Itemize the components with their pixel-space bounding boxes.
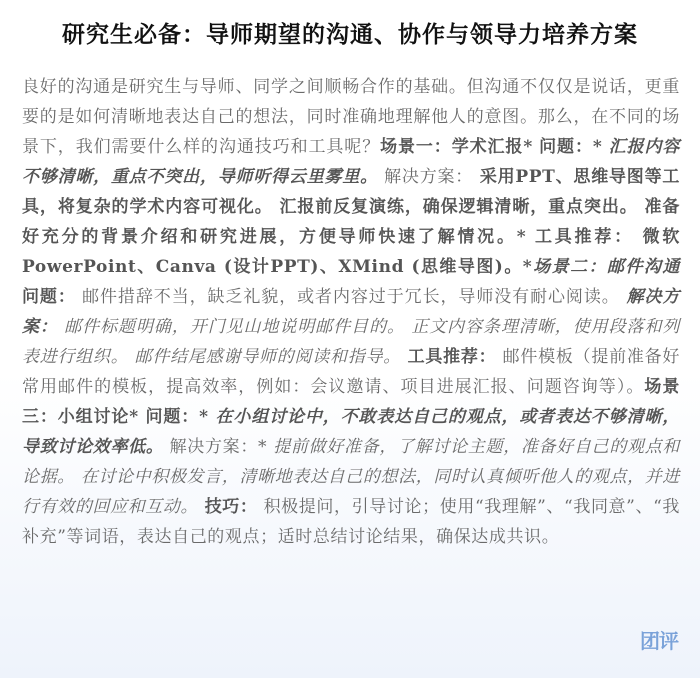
scene-one-solution-text: 采用PPT、思维导图等工具，将复杂的学术内容可视化。 汇报前反复演练，确保逻辑清晰，重点突出。 准备好充分的背景介绍和研究进展，方便导师快速了解情况。* 工具推荐： 微软PowerPoint、Canva (设计PPT)、XMind (思维导图)。*	[22, 167, 681, 277]
scene-one-solution-label: 解决方案：	[377, 167, 474, 187]
scene-three-solution-text: 提前做好准备，了解讨论主题，准备好自己的观点和论据。 在讨论中积极发言，清晰地表达自己的想法，同时认真倾听他人的观点，并进行有效的回应和互动。	[22, 437, 680, 517]
scene-one-problem-label: 问题：*	[539, 137, 603, 157]
scene-two-problem-text: 邮件措辞不当，缺乏礼貌，或者内容过于冗长，导师没有耐心阅读。	[75, 287, 620, 307]
scene-three-tips-label: 技巧：	[198, 497, 258, 517]
brand-logo: 团评	[640, 629, 678, 653]
scene-two-heading: 场景二：邮件沟通	[532, 257, 680, 277]
intro-text: 良好的沟通是研究生与导师、同学之间顺畅合作的基础。但沟通不仅仅是说话，更重要的是如何清晰地表达自己的想法，同时准确地理解他人的意图。那么，在不同的场景下，我们需要什么样的沟通技巧和工具呢？	[22, 77, 680, 157]
scene-three-solution-label: 解决方案：*	[163, 437, 268, 457]
scene-one-heading: 场景一：学术汇报*	[380, 137, 533, 157]
article-body	[22, 72, 680, 552]
scene-two-tools-text: 邮件模板（提前准备好常用邮件的模板，提高效率，例如：会议邀请、项目进展汇报、问题咨询等）。	[22, 347, 680, 397]
scene-two-problem-label: 问题：	[22, 287, 76, 307]
scene-three-problem-text: 在小组讨论中，不敢表达自己的观点，或者表达不够清晰，导致讨论效率低。	[22, 407, 680, 457]
scene-one-problem-text: 汇报内容不够清晰，重点不突出，导师听得云里雾里。	[22, 137, 680, 187]
page-title: 研究生必备：导师期望的沟通、协作与领导力培养方案	[62, 21, 638, 48]
scene-three-tips-text: 积极提问，引导讨论；使用“我理解”、“我同意”、“我补充”等词语，表达自己的观点；适时总结讨论结果，确保达成共识。	[22, 497, 681, 547]
scene-two-tools-label: 工具推荐：	[401, 347, 497, 367]
scene-three-heading: 场景三：小组讨论* 问题：*	[22, 377, 680, 427]
scene-two-solution-label: 解决方案：	[22, 287, 680, 337]
scene-two-solution-text: 邮件标题明确，开门见山地说明邮件目的。 正文内容条理清晰，使用段落和列表进行组织。 邮件结尾感谢导师的阅读和指导。	[22, 317, 681, 367]
